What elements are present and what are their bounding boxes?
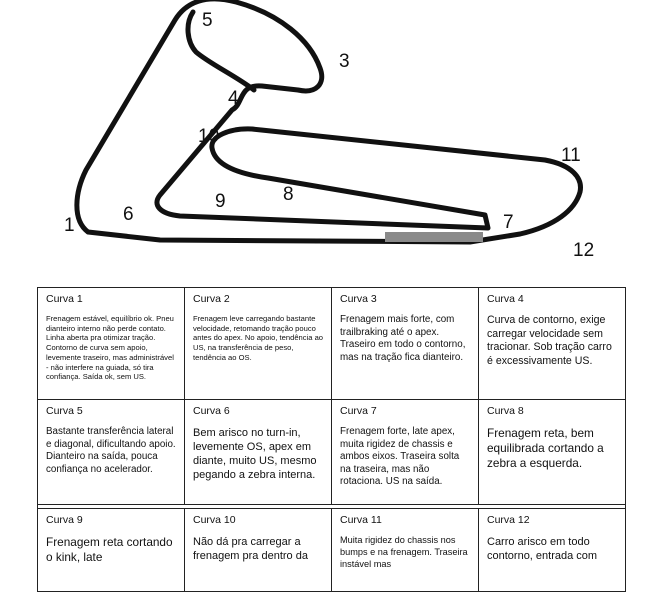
table-cell [332,288,479,400]
table-cell [38,400,185,505]
cell-text: Carro arisco em todo contorno, entrada com [487,536,598,563]
track-map [0,0,662,280]
curve-notes-table [37,287,626,592]
cell-header: Curva 3 [340,293,377,305]
cell-header: Curva 12 [487,514,530,526]
table-cell [479,400,626,505]
turn-label: 7 [503,212,514,233]
cell-header: Curva 2 [193,293,230,305]
cell-text: Frenagem forte, late apex, muita rigidez de chassis e ambos eixos. Traseira solta na traseira, mas não rotaciona. US na saída. [340,426,460,488]
cell-text: Frenagem reta cortando o kink, late [46,535,173,565]
cell-header: Curva 8 [487,405,524,417]
table-cell [185,400,332,505]
cell-header: Curva 4 [487,293,524,305]
turn-label: 6 [123,204,134,225]
cell-text: Frenagem reta, bem equilibrada cortando a zebra a esquerda. [487,426,604,471]
cell-text: Bem arisco no turn-in, levemente OS, apex em diante, muito US, mesmo pegando a zebra interna. [193,427,317,482]
cell-text: Muita rigidez do chassis nos bumps e na frenagem. Traseira instável mas [340,535,468,569]
table-cell [332,509,479,592]
cell-header: Curva 7 [340,405,377,417]
cell-text: Bastante transferência lateral e diagonal, dificultando apoio. Dianteiro na saída, pouca confiança no acelerador. [46,426,176,475]
cell-header: Curva 5 [46,405,83,417]
pit-marker [385,232,483,242]
turn-label: 3 [339,51,350,72]
cell-header: Curva 9 [46,514,83,526]
cell-text: Frenagem estável, equilíbrio ok. Pneu dianteiro interno não perde contato. Linha aberta pra otimizar tração. Contorno de curva sem apoio, levemente traseiro, mas administrável - não interfere na guiada, só tira confiança. Saída ok, sem US. [46,314,174,382]
table-cell [479,509,626,592]
turn-label: 1 [64,215,75,236]
table-cell [332,400,479,505]
table-cell [479,288,626,400]
cell-header: Curva 11 [340,514,382,526]
turn-label: 4 [228,88,239,109]
turn-label: 11 [561,145,581,166]
inner-loop [188,12,254,90]
cell-header: Curva 10 [193,514,236,526]
turn-label: 10 [198,126,220,147]
cell-text: Curva de contorno, exige carregar velocidade sem tracionar. Sob tração carro é excessivamente US. [487,314,612,367]
table-cell [38,288,185,400]
cell-text: Frenagem mais forte, com trailbraking até o apex. Traseiro em todo o contorno, mas na tração fica dianteiro. [340,314,466,363]
cell-header: Curva 6 [193,405,230,417]
table-cell [185,288,332,400]
table-cell [185,509,332,592]
cell-header: Curva 1 [46,293,83,305]
turn-label: 12 [573,240,595,261]
track-outline [77,0,581,242]
turn-label: 8 [283,184,294,205]
cell-text: Não dá pra carregar a frenagem pra dentro da [193,536,308,563]
cell-text: Frenagem leve carregando bastante velocidade, retomando tração pouco antes do apex. No apoio, tendência ao US, na transferência de peso, tendência ao OS. [193,314,324,362]
turn-label: 9 [215,191,226,212]
turn-label: 5 [202,10,213,31]
table-cell [38,509,185,592]
